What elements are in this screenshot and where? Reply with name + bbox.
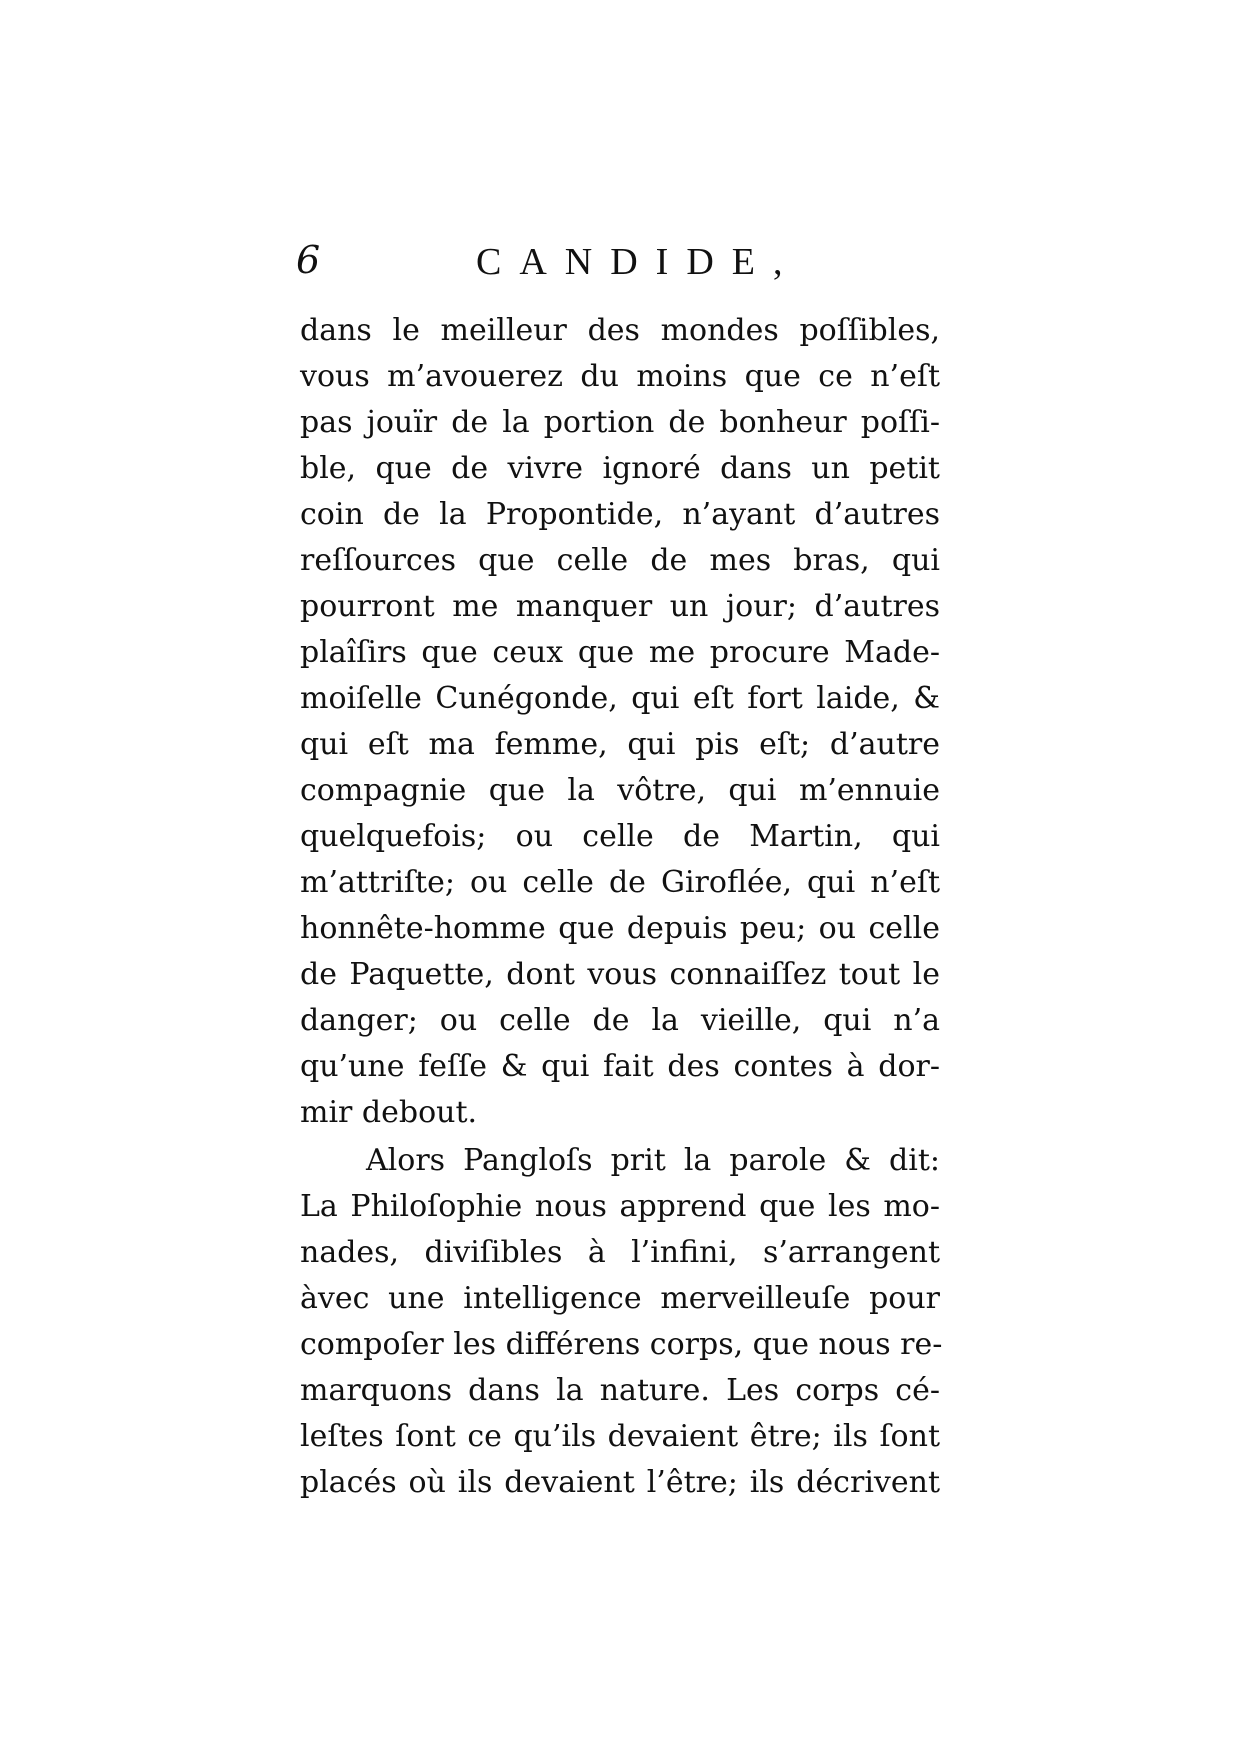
text-line: nades, diviſibles à l’infini, s’arrangent	[300, 1235, 940, 1270]
text-line: mir debout.	[300, 1095, 478, 1130]
text-line: leſtes ſont ce qu’ils devaient être; ils ſont	[300, 1419, 940, 1454]
paragraph-1	[300, 308, 940, 1136]
text-line: pas jouïr de la portion de bonheur poſſi-	[300, 405, 940, 440]
text-line: marquons dans la nature. Les corps cé-	[300, 1373, 940, 1408]
page-number: 6	[296, 238, 321, 282]
text-line: de Paquette, dont vous connaiſſez tout le	[300, 957, 940, 992]
text-line: qui eſt ma femme, qui pis eſt; d’autre	[300, 727, 940, 762]
text-line: placés où ils devaient l’être; ils décrivent	[300, 1465, 940, 1500]
text-line: àvec une intelligence merveilleuſe pour	[300, 1281, 940, 1316]
text-line: coin de la Propontide, n’ayant d’autres	[300, 497, 940, 532]
text-line: compoſer les différens corps, que nous re-	[300, 1327, 943, 1362]
text-line: vous m’avouerez du moins que ce n’eſt	[300, 359, 940, 394]
text-line: dans le meilleur des mondes poſſibles,	[300, 313, 940, 348]
text-line: qu’une feſſe & qui fait des contes à dor-	[300, 1049, 940, 1084]
text-line: plaîſirs que ceux que me procure Made-	[300, 635, 940, 670]
text-line: quelquefois; ou celle de Martin, qui	[300, 819, 940, 854]
text-line: danger; ou celle de la vieille, qui n’a	[300, 1003, 940, 1038]
text-line: honnête-homme que depuis peu; ou celle	[300, 911, 940, 946]
paragraph-2	[300, 1138, 943, 1506]
text-line: pourront me manquer un jour; d’autres	[300, 589, 940, 624]
body-text	[300, 308, 943, 1506]
text-line: La Philoſophie nous apprend que les mo-	[300, 1189, 940, 1224]
running-title: CANDIDE,	[476, 241, 801, 283]
text-line: reſſources que celle de mes bras, qui	[300, 543, 940, 578]
running-head	[296, 235, 936, 295]
text-line: Alors Pangloſs prit la parole & dit:	[366, 1143, 940, 1178]
text-line: m’attriſte; ou celle de Giroflée, qui n’eſt	[300, 865, 940, 900]
text-line: moiſelle Cunégonde, qui eſt fort laide, &	[300, 681, 940, 716]
text-line: ble, que de vivre ignoré dans un petit	[300, 451, 940, 486]
text-line: compagnie que la vôtre, qui m’ennuie	[300, 773, 940, 808]
